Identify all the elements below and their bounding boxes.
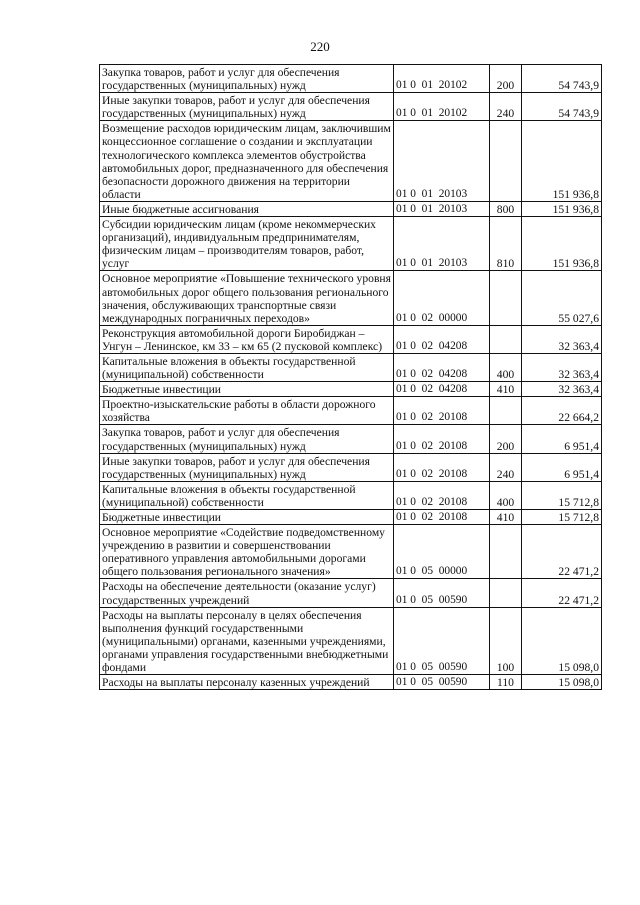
table-row [100,353,602,381]
row-name-cell: Бюджетные инвестиции [100,382,394,397]
row-name-cell: Расходы на выплаты персоналу в целях обеспечения выполнения функций государственными (муниципальными) органами, казенными учреждениями, органами управления государственными внебюджетными фондами [100,607,394,674]
row-expense-type-cell: 410 [490,510,522,525]
row-code-cell: 01 0 05 00000 [394,525,490,579]
row-name-cell: Капитальные вложения в объекты государственной (муниципальной) собственности [100,481,394,509]
row-name-cell: Иные закупки товаров, работ и услуг для обеспечения государственных (муниципальных) нужд [100,93,394,121]
row-code-cell: 01 0 01 20103 [394,217,490,271]
table-row [100,325,602,353]
row-sum-cell: 22 471,2 [522,525,602,579]
table-row [100,201,602,216]
row-name-cell: Субсидии юридическим лицам (кроме некоммерческих организаций), индивидуальным предпринимателям, физическим лицам – производителям товаров, работ, услуг [100,217,394,271]
row-sum-cell: 15 712,8 [522,481,602,509]
table-row [100,579,602,607]
row-sum-cell: 32 363,4 [522,325,602,353]
budget-table-body [100,65,602,690]
table-row [100,217,602,271]
table-row [100,382,602,397]
row-name-cell: Закупка товаров, работ и услуг для обеспечения государственных (муниципальных) нужд [100,425,394,453]
row-expense-type-cell: 810 [490,217,522,271]
row-code-cell: 01 0 05 00590 [394,607,490,674]
table-row [100,525,602,579]
row-code-cell: 01 0 05 00590 [394,579,490,607]
row-code-cell: 01 0 05 00590 [394,675,490,690]
row-sum-cell: 54 743,9 [522,93,602,121]
row-sum-cell: 22 664,2 [522,397,602,425]
row-name-cell: Бюджетные инвестиции [100,510,394,525]
row-sum-cell: 54 743,9 [522,65,602,93]
row-code-cell: 01 0 02 20108 [394,453,490,481]
row-expense-type-cell: 240 [490,453,522,481]
row-sum-cell: 32 363,4 [522,353,602,381]
row-sum-cell: 6 951,4 [522,453,602,481]
table-row [100,121,602,202]
row-sum-cell: 32 363,4 [522,382,602,397]
row-name-cell: Возмещение расходов юридическим лицам, заключившим концессионное соглашение о создании и эксплуатации технологического комплекса элементов обустройства автомобильных дорог, предназначенного для обеспечения безопасности дорожного движения на территории области [100,121,394,202]
row-expense-type-cell [490,121,522,202]
row-code-cell: 01 0 01 20102 [394,65,490,93]
row-name-cell: Капитальные вложения в объекты государственной (муниципальной) собственности [100,353,394,381]
row-sum-cell: 22 471,2 [522,579,602,607]
row-code-cell: 01 0 02 04208 [394,382,490,397]
budget-table [99,64,602,690]
row-expense-type-cell: 410 [490,382,522,397]
row-code-cell: 01 0 01 20102 [394,93,490,121]
row-sum-cell: 151 936,8 [522,201,602,216]
table-row [100,607,602,674]
row-sum-cell: 151 936,8 [522,121,602,202]
row-expense-type-cell: 400 [490,481,522,509]
row-code-cell: 01 0 02 00000 [394,271,490,325]
row-code-cell: 01 0 01 20103 [394,121,490,202]
row-name-cell: Расходы на обеспечение деятельности (оказание услуг) государственных учреждений [100,579,394,607]
row-code-cell: 01 0 02 20108 [394,425,490,453]
row-sum-cell: 6 951,4 [522,425,602,453]
row-expense-type-cell: 110 [490,675,522,690]
row-sum-cell: 15 098,0 [522,675,602,690]
row-expense-type-cell: 200 [490,65,522,93]
row-name-cell: Реконструкция автомобильной дороги Биробиджан – Унгун – Ленинское, км 33 – км 65 (2 пусковой комплекс) [100,325,394,353]
table-row [100,271,602,325]
row-expense-type-cell [490,325,522,353]
row-code-cell: 01 0 02 04208 [394,353,490,381]
row-code-cell: 01 0 02 20108 [394,510,490,525]
row-name-cell: Основное мероприятие «Содействие подведомственному учреждению в развитии и совершенствовании оперативного управления автомобильными дорогами общего пользования регионального значения» [100,525,394,579]
row-code-cell: 01 0 02 04208 [394,325,490,353]
row-name-cell: Проектно-изыскательские работы в области дорожного хозяйства [100,397,394,425]
row-expense-type-cell: 200 [490,425,522,453]
row-expense-type-cell: 240 [490,93,522,121]
row-expense-type-cell [490,525,522,579]
row-expense-type-cell: 800 [490,201,522,216]
row-code-cell: 01 0 02 20108 [394,481,490,509]
row-expense-type-cell: 400 [490,353,522,381]
row-name-cell: Закупка товаров, работ и услуг для обеспечения государственных (муниципальных) нужд [100,65,394,93]
row-code-cell: 01 0 02 20108 [394,397,490,425]
row-name-cell: Основное мероприятие «Повышение технического уровня автомобильных дорог общего пользования регионального значения, обслуживающих транспортные связи международных пограничных переходов» [100,271,394,325]
row-sum-cell: 15 712,8 [522,510,602,525]
table-row [100,425,602,453]
row-name-cell: Иные закупки товаров, работ и услуг для обеспечения государственных (муниципальных) нужд [100,453,394,481]
page-number: 220 [310,39,330,54]
table-row [100,675,602,690]
table-row [100,65,602,93]
row-name-cell: Иные бюджетные ассигнования [100,201,394,216]
row-expense-type-cell [490,397,522,425]
table-row [100,510,602,525]
table-row [100,481,602,509]
row-expense-type-cell: 100 [490,607,522,674]
row-code-cell: 01 0 01 20103 [394,201,490,216]
row-sum-cell: 55 027,6 [522,271,602,325]
row-sum-cell: 15 098,0 [522,607,602,674]
table-row [100,453,602,481]
row-expense-type-cell [490,271,522,325]
row-sum-cell: 151 936,8 [522,217,602,271]
row-name-cell: Расходы на выплаты персоналу казенных учреждений [100,675,394,690]
table-row [100,93,602,121]
row-expense-type-cell [490,579,522,607]
table-row [100,397,602,425]
